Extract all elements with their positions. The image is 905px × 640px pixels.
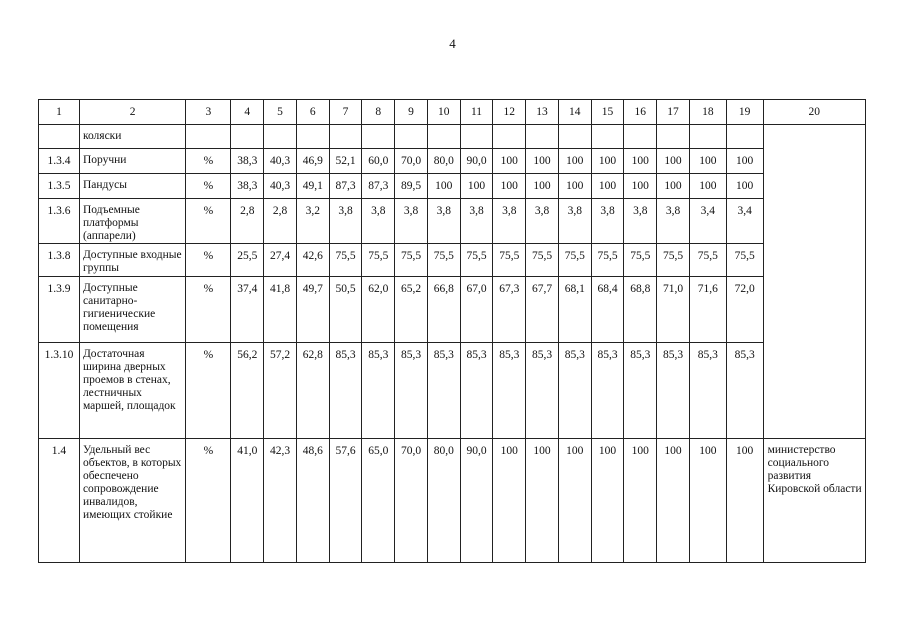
- value-cell: 68,4: [591, 277, 624, 343]
- value-cell: [296, 125, 329, 149]
- value-cell: 80,0: [427, 149, 460, 174]
- value-cell: 2,8: [231, 199, 264, 244]
- value-cell: 100: [657, 439, 690, 563]
- value-cell: 100: [624, 439, 657, 563]
- value-cell: [460, 125, 493, 149]
- value-cell: 100: [558, 149, 591, 174]
- column-header-13: 13: [526, 100, 559, 125]
- value-cell: 100: [493, 174, 526, 199]
- value-cell: [624, 125, 657, 149]
- value-cell: [395, 125, 428, 149]
- value-cell: 100: [726, 149, 763, 174]
- value-cell: 3,8: [591, 199, 624, 244]
- column-header-20: 20: [763, 100, 865, 125]
- value-cell: 71,6: [689, 277, 726, 343]
- value-cell: 100: [526, 439, 559, 563]
- row-name: Удельный вес объектов, в которых обеспечено сопровождение инвалидов, имеющих стойкие: [79, 439, 185, 563]
- value-cell: 67,3: [493, 277, 526, 343]
- value-cell: 3,8: [329, 199, 362, 244]
- value-cell: 100: [657, 174, 690, 199]
- value-cell: [362, 125, 395, 149]
- row-code: 1.3.8: [39, 244, 80, 277]
- value-cell: [493, 125, 526, 149]
- row-code: 1.3.5: [39, 174, 80, 199]
- value-cell: 100: [689, 174, 726, 199]
- row-unit: %: [186, 277, 231, 343]
- value-cell: 25,5: [231, 244, 264, 277]
- value-cell: [264, 125, 297, 149]
- value-cell: 70,0: [395, 149, 428, 174]
- value-cell: [558, 125, 591, 149]
- value-cell: 41,8: [264, 277, 297, 343]
- value-cell: 3,4: [689, 199, 726, 244]
- row-name: Доступные входные группы: [79, 244, 185, 277]
- value-cell: 3,8: [427, 199, 460, 244]
- table-body: [39, 125, 866, 563]
- row-name: Поручни: [79, 149, 185, 174]
- value-cell: 42,3: [264, 439, 297, 563]
- row-code: 1.3.6: [39, 199, 80, 244]
- value-cell: [657, 125, 690, 149]
- value-cell: 100: [726, 174, 763, 199]
- value-cell: 90,0: [460, 149, 493, 174]
- value-cell: 37,4: [231, 277, 264, 343]
- value-cell: 65,0: [362, 439, 395, 563]
- page-number: 4: [449, 36, 456, 51]
- value-cell: 52,1: [329, 149, 362, 174]
- table-row: [39, 174, 866, 199]
- column-header-7: 7: [329, 100, 362, 125]
- table-row: [39, 125, 866, 149]
- value-cell: 85,3: [395, 343, 428, 439]
- row-code: 1.4: [39, 439, 80, 563]
- table-row: [39, 343, 866, 439]
- value-cell: 100: [591, 174, 624, 199]
- value-cell: 87,3: [362, 174, 395, 199]
- value-cell: 85,3: [526, 343, 559, 439]
- value-cell: 68,1: [558, 277, 591, 343]
- value-cell: 75,5: [624, 244, 657, 277]
- value-cell: 100: [624, 149, 657, 174]
- column-header-19: 19: [726, 100, 763, 125]
- value-cell: 71,0: [657, 277, 690, 343]
- row-unit: %: [186, 439, 231, 563]
- value-cell: 100: [689, 439, 726, 563]
- column-header-12: 12: [493, 100, 526, 125]
- column-header-15: 15: [591, 100, 624, 125]
- row-name: Подъемные платформы (аппарели): [79, 199, 185, 244]
- column-header-11: 11: [460, 100, 493, 125]
- value-cell: 87,3: [329, 174, 362, 199]
- header-row: [39, 100, 866, 125]
- value-cell: 100: [460, 174, 493, 199]
- value-cell: 85,3: [362, 343, 395, 439]
- column-header-16: 16: [624, 100, 657, 125]
- value-cell: 100: [493, 149, 526, 174]
- row-unit: %: [186, 174, 231, 199]
- column-header-17: 17: [657, 100, 690, 125]
- value-cell: 49,1: [296, 174, 329, 199]
- row-name: коляски: [79, 125, 185, 149]
- value-cell: 75,5: [558, 244, 591, 277]
- value-cell: 68,8: [624, 277, 657, 343]
- column-header-3: 3: [186, 100, 231, 125]
- column-header-2: 2: [79, 100, 185, 125]
- row-unit: %: [186, 199, 231, 244]
- value-cell: 89,5: [395, 174, 428, 199]
- value-cell: 100: [493, 439, 526, 563]
- value-cell: 46,9: [296, 149, 329, 174]
- value-cell: [726, 125, 763, 149]
- row-unit: %: [186, 343, 231, 439]
- column-header-6: 6: [296, 100, 329, 125]
- value-cell: 75,5: [689, 244, 726, 277]
- row-code: 1.3.9: [39, 277, 80, 343]
- value-cell: 85,3: [460, 343, 493, 439]
- value-cell: [329, 125, 362, 149]
- table-row: [39, 277, 866, 343]
- value-cell: 75,5: [526, 244, 559, 277]
- value-cell: 62,0: [362, 277, 395, 343]
- value-cell: 75,5: [591, 244, 624, 277]
- value-cell: 38,3: [231, 174, 264, 199]
- value-cell: 72,0: [726, 277, 763, 343]
- column-header-9: 9: [395, 100, 428, 125]
- responsible-cell: министерство социального развития Кировской области: [763, 439, 865, 563]
- value-cell: 75,5: [395, 244, 428, 277]
- value-cell: [689, 125, 726, 149]
- column-header-18: 18: [689, 100, 726, 125]
- responsible-cell: [763, 125, 865, 439]
- value-cell: 85,3: [624, 343, 657, 439]
- value-cell: 42,6: [296, 244, 329, 277]
- value-cell: [231, 125, 264, 149]
- table-row: [39, 439, 866, 563]
- column-header-8: 8: [362, 100, 395, 125]
- column-header-4: 4: [231, 100, 264, 125]
- value-cell: 100: [689, 149, 726, 174]
- row-code: 1.3.10: [39, 343, 80, 439]
- row-code: [39, 125, 80, 149]
- value-cell: 56,2: [231, 343, 264, 439]
- value-cell: 85,3: [591, 343, 624, 439]
- row-unit: %: [186, 244, 231, 277]
- value-cell: 75,5: [460, 244, 493, 277]
- table-row: [39, 199, 866, 244]
- value-cell: 90,0: [460, 439, 493, 563]
- column-header-5: 5: [264, 100, 297, 125]
- value-cell: 27,4: [264, 244, 297, 277]
- value-cell: 3,2: [296, 199, 329, 244]
- value-cell: 85,3: [558, 343, 591, 439]
- value-cell: 100: [526, 174, 559, 199]
- value-cell: 49,7: [296, 277, 329, 343]
- value-cell: 75,5: [493, 244, 526, 277]
- row-name: Доступные санитарно-гигиенические помещения: [79, 277, 185, 343]
- value-cell: 75,5: [657, 244, 690, 277]
- value-cell: 70,0: [395, 439, 428, 563]
- value-cell: 65,2: [395, 277, 428, 343]
- value-cell: 100: [591, 439, 624, 563]
- value-cell: 3,4: [726, 199, 763, 244]
- value-cell: 75,5: [427, 244, 460, 277]
- value-cell: 40,3: [264, 174, 297, 199]
- value-cell: 100: [624, 174, 657, 199]
- value-cell: 57,2: [264, 343, 297, 439]
- value-cell: 66,8: [427, 277, 460, 343]
- row-code: 1.3.4: [39, 149, 80, 174]
- value-cell: 3,8: [395, 199, 428, 244]
- indicator-table: [38, 99, 866, 563]
- value-cell: 100: [657, 149, 690, 174]
- value-cell: 38,3: [231, 149, 264, 174]
- value-cell: 41,0: [231, 439, 264, 563]
- value-cell: 85,3: [689, 343, 726, 439]
- value-cell: 3,8: [558, 199, 591, 244]
- value-cell: 57,6: [329, 439, 362, 563]
- column-header-1: 1: [39, 100, 80, 125]
- value-cell: 100: [526, 149, 559, 174]
- value-cell: 85,3: [657, 343, 690, 439]
- value-cell: 100: [726, 439, 763, 563]
- row-unit: %: [186, 149, 231, 174]
- table-row: [39, 244, 866, 277]
- value-cell: 75,5: [329, 244, 362, 277]
- value-cell: 100: [591, 149, 624, 174]
- row-name: Пандусы: [79, 174, 185, 199]
- value-cell: 100: [558, 174, 591, 199]
- value-cell: 48,6: [296, 439, 329, 563]
- value-cell: 62,8: [296, 343, 329, 439]
- table-row: [39, 149, 866, 174]
- value-cell: 85,3: [493, 343, 526, 439]
- value-cell: [591, 125, 624, 149]
- value-cell: 100: [558, 439, 591, 563]
- value-cell: 3,8: [362, 199, 395, 244]
- value-cell: 3,8: [460, 199, 493, 244]
- value-cell: 85,3: [427, 343, 460, 439]
- value-cell: 85,3: [329, 343, 362, 439]
- value-cell: [427, 125, 460, 149]
- value-cell: 75,5: [362, 244, 395, 277]
- value-cell: 67,0: [460, 277, 493, 343]
- value-cell: 80,0: [427, 439, 460, 563]
- value-cell: 40,3: [264, 149, 297, 174]
- value-cell: 75,5: [726, 244, 763, 277]
- value-cell: 3,8: [624, 199, 657, 244]
- column-header-14: 14: [558, 100, 591, 125]
- value-cell: 85,3: [726, 343, 763, 439]
- value-cell: 100: [427, 174, 460, 199]
- value-cell: 67,7: [526, 277, 559, 343]
- value-cell: 2,8: [264, 199, 297, 244]
- row-name: Достаточная ширина дверных проемов в стенах, лестничных маршей, площадок: [79, 343, 185, 439]
- row-unit: [186, 125, 231, 149]
- value-cell: [526, 125, 559, 149]
- column-header-10: 10: [427, 100, 460, 125]
- value-cell: 3,8: [657, 199, 690, 244]
- value-cell: 3,8: [493, 199, 526, 244]
- value-cell: 3,8: [526, 199, 559, 244]
- value-cell: 50,5: [329, 277, 362, 343]
- value-cell: 60,0: [362, 149, 395, 174]
